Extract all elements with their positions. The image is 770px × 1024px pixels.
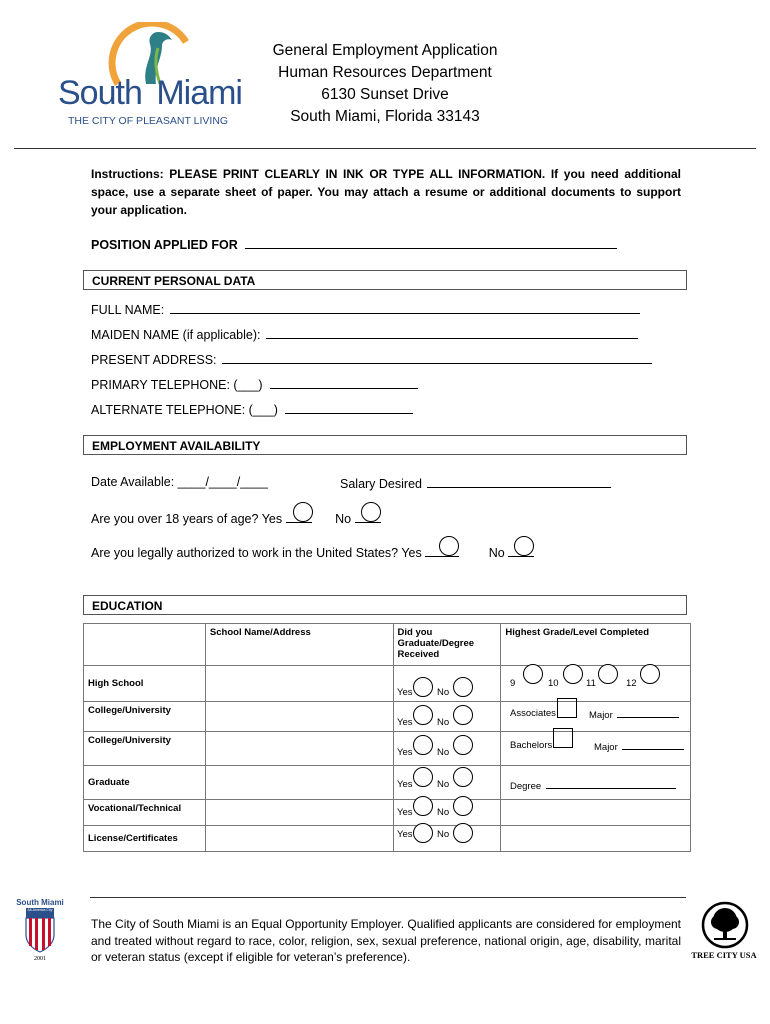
authorized-row: [91, 544, 534, 560]
full-name-label: FULL NAME:: [91, 303, 165, 317]
edu-school-cell[interactable]: [205, 800, 393, 826]
edu-row-label: Vocational/Technical: [84, 800, 206, 826]
bachelors-major-input[interactable]: [622, 740, 684, 750]
tree-icon: [700, 900, 750, 950]
edu-col-school: School Name/Address: [205, 624, 393, 666]
form-title: General Employment Application: [272, 42, 498, 59]
position-applied-row: [91, 236, 617, 252]
edu-row-label: College/University: [84, 732, 206, 766]
edu-hs-no-radio[interactable]: [453, 677, 473, 697]
associates-major-label: Major: [589, 710, 613, 721]
logo-tagline: THE CITY OF PLEASANT LIVING: [68, 115, 229, 127]
edu-no-label: No: [437, 687, 450, 698]
edu-col2-yes-radio[interactable]: [413, 735, 433, 755]
primary-phone-input[interactable]: [270, 376, 418, 389]
bachelors-label: Bachelors: [510, 740, 553, 751]
edu-col-grade: Highest Grade/Level Completed: [501, 624, 691, 666]
over18-label: Are you over 18 years of age? Yes: [91, 512, 283, 526]
grade-10-radio[interactable]: [563, 664, 583, 684]
edu-hs-yes-radio[interactable]: [413, 677, 433, 697]
grade-9-label: 9: [510, 678, 516, 689]
address-row: [91, 351, 652, 367]
edu-no-label: No: [437, 717, 450, 728]
edu-school-cell[interactable]: [205, 766, 393, 800]
alternate-phone-row: [91, 401, 413, 417]
full-name-row: [91, 301, 640, 317]
over18-no-radio[interactable]: [361, 502, 381, 522]
alternate-phone-input[interactable]: [285, 401, 413, 414]
full-name-input[interactable]: [170, 301, 640, 314]
edu-no-label: No: [437, 807, 450, 818]
personal-data-heading: CURRENT PERSONAL DATA: [83, 270, 687, 290]
instructions: Instructions: PLEASE PRINT CLEARLY IN INK OR TYPE ALL INFORMATION. If you need additional space, use a separate sheet of paper. You may attach a resume or additional documents to support your application.: [91, 167, 681, 217]
primary-phone-row: [91, 376, 418, 392]
edu-no-label: No: [437, 779, 450, 790]
degree-label: Degree: [510, 781, 542, 792]
over18-no-label: No: [335, 512, 352, 526]
address-input[interactable]: [222, 351, 652, 364]
degree-input[interactable]: [546, 779, 676, 789]
authorized-no-radio[interactable]: [514, 536, 534, 556]
address-label: PRESENT ADDRESS:: [91, 353, 217, 367]
edu-yes-label: Yes: [397, 829, 413, 840]
edu-row-label: College/University: [84, 702, 206, 732]
associates-checkbox[interactable]: [557, 698, 577, 718]
edu-voc-no-radio[interactable]: [453, 796, 473, 816]
edu-row-label: License/Certificates: [84, 826, 206, 852]
edu-col-graduated: Did you Graduate/Degree Received: [393, 624, 501, 666]
logo-word-south: South: [58, 74, 142, 112]
bachelors-major-row: [594, 740, 684, 753]
grade-9-radio[interactable]: [523, 664, 543, 684]
equal-opportunity-statement: The City of South Miami is an Equal Opportunity Employer. Qualified applicants are considered for employment and treated without regard to race, color, religion, sex, sexual preference, national origin, age, disability, marital or veteran status (except if eligible for veteran’s preference).: [91, 917, 681, 964]
edu-header-blank: [84, 624, 206, 666]
date-available[interactable]: Date Available: ____/____/____: [91, 475, 269, 489]
education-table: [83, 623, 691, 852]
edu-row-label: High School: [84, 666, 206, 702]
maiden-name-row: [91, 326, 638, 342]
authorized-no-label: No: [488, 546, 505, 560]
edu-lic-no-radio[interactable]: [453, 823, 473, 843]
grade-12-label: 12: [626, 678, 637, 689]
shield-icon: [14, 907, 66, 953]
alternate-phone-label: ALTERNATE TELEPHONE: (___): [91, 403, 278, 417]
edu-yes-label: Yes: [397, 687, 413, 698]
edu-grade-cell: [501, 826, 691, 852]
city-logo: [58, 22, 248, 132]
tree-city-usa-logo: [692, 898, 758, 964]
associates-major-input[interactable]: [617, 708, 679, 718]
edu-yes-label: Yes: [397, 807, 413, 818]
edu-school-cell[interactable]: [205, 826, 393, 852]
associates-major-row: [589, 708, 679, 721]
badge-subtitle: All-America City: [27, 908, 53, 912]
tree-city-label: TREE CITY USA: [691, 950, 757, 960]
edu-no-label: No: [437, 829, 450, 840]
edu-grad-no-radio[interactable]: [453, 767, 473, 787]
availability-heading: EMPLOYMENT AVAILABILITY: [83, 435, 687, 455]
degree-row: [510, 779, 676, 792]
edu-grad-yes-radio[interactable]: [413, 767, 433, 787]
edu-school-cell[interactable]: [205, 666, 393, 702]
primary-phone-label: PRIMARY TELEPHONE: (___): [91, 378, 263, 392]
salary-row: [340, 475, 611, 491]
badge-year: 2001: [34, 956, 46, 962]
edu-yes-label: Yes: [397, 717, 413, 728]
edu-school-cell[interactable]: [205, 732, 393, 766]
bachelors-major-label: Major: [594, 742, 618, 753]
associates-label: Associates: [510, 708, 556, 719]
position-label: POSITION APPLIED FOR: [91, 238, 238, 252]
position-input[interactable]: [245, 236, 617, 249]
maiden-name-input[interactable]: [266, 326, 638, 339]
city-state-zip: South Miami, Florida 33143: [290, 108, 480, 125]
edu-col2-no-radio[interactable]: [453, 735, 473, 755]
edu-col1-yes-radio[interactable]: [413, 705, 433, 725]
department-name: Human Resources Department: [278, 64, 492, 81]
edu-yes-label: Yes: [397, 747, 413, 758]
bachelors-checkbox[interactable]: [553, 728, 573, 748]
grade-10-label: 10: [548, 678, 559, 689]
document-header: [250, 40, 520, 128]
over18-row: [91, 510, 381, 526]
badge-title: South Miami: [16, 898, 64, 907]
grade-11-radio[interactable]: [598, 664, 618, 684]
all-america-city-badge: [14, 898, 66, 966]
edu-row-label: Graduate: [84, 766, 206, 800]
education-heading: EDUCATION: [83, 595, 687, 615]
salary-input[interactable]: [427, 475, 611, 488]
footer-divider: [90, 897, 686, 898]
edu-voc-yes-radio[interactable]: [413, 796, 433, 816]
edu-no-label: No: [437, 747, 450, 758]
edu-col1-no-radio[interactable]: [453, 705, 473, 725]
edu-grade-cell: [501, 800, 691, 826]
edu-yes-label: Yes: [397, 779, 413, 790]
street-address: 6130 Sunset Drive: [321, 86, 449, 103]
grade-11-label: 11: [586, 678, 596, 689]
header-divider: [14, 148, 756, 149]
over18-yes-radio[interactable]: [293, 502, 313, 522]
edu-school-cell[interactable]: [205, 702, 393, 732]
salary-label: Salary Desired: [340, 477, 422, 491]
authorized-yes-radio[interactable]: [439, 536, 459, 556]
logo-word-miami: Miami: [156, 74, 242, 112]
edu-lic-yes-radio[interactable]: [413, 823, 433, 843]
maiden-name-label: MAIDEN NAME (if applicable):: [91, 328, 261, 342]
grade-12-radio[interactable]: [640, 664, 660, 684]
authorized-label: Are you legally authorized to work in the United States? Yes: [91, 546, 422, 560]
